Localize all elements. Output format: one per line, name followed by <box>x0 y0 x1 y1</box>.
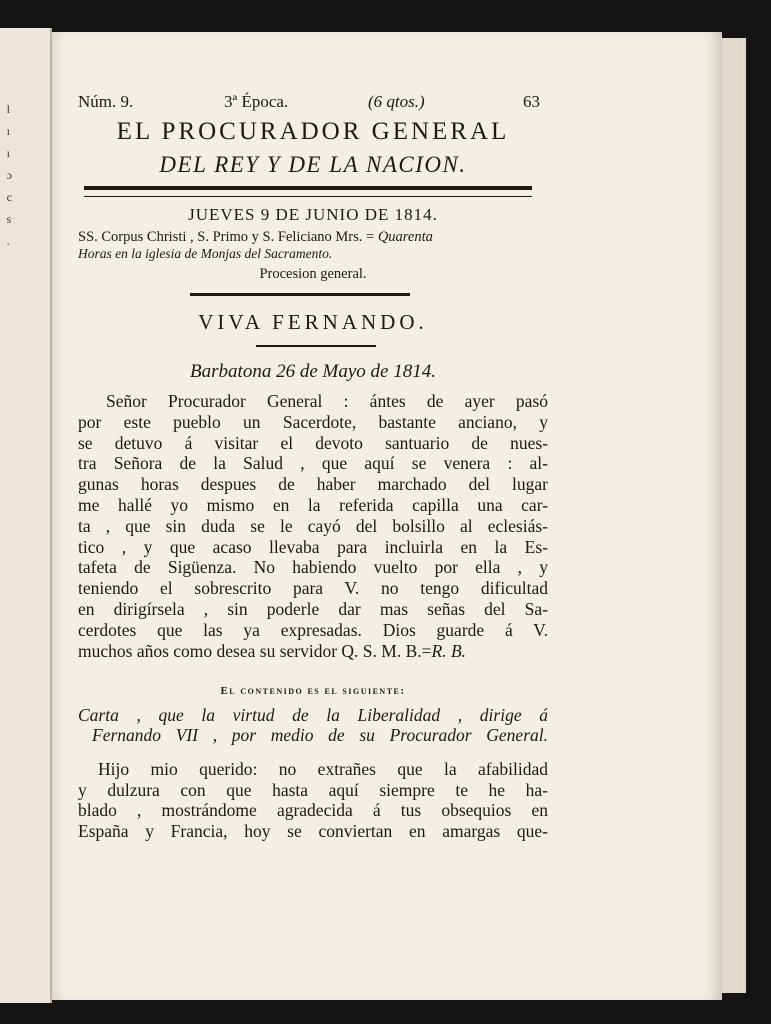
newspaper-title: EL PROCURADOR GENERAL <box>116 118 510 145</box>
newspaper-subtitle: DEL REY Y DE LA NACION. <box>159 152 467 177</box>
letter-body <box>78 759 548 841</box>
price-label: (6 qtos.) <box>368 92 425 111</box>
text-line: teniendo el sobrescrito para V. no tengo dificultad <box>78 578 548 599</box>
issue-line <box>78 92 538 118</box>
text-line <box>78 641 548 662</box>
letter-heading <box>78 705 548 745</box>
text-line: por este pueblo un Sacerdote, bastante anciano, y <box>78 411 548 432</box>
epoch-label: 3ª Época. <box>224 92 289 111</box>
saints-quarenta: Quarenta <box>377 229 433 245</box>
text-line: ta , que sin duda se le cayó del bolsillo al eclesiás- <box>78 515 548 536</box>
text-line: me hallé yo mismo en la referida capilla una car- <box>78 494 548 515</box>
issue-number: Núm. 9. <box>78 92 134 111</box>
signature: R. B. <box>431 640 467 661</box>
section-rule <box>190 293 410 296</box>
saints-church-note: Horas en la iglesia de Monjas del Sacramento. <box>78 246 333 261</box>
facing-page-edge <box>0 28 52 1003</box>
text-line: tafeta de Sigüenza. No habiendo vuelto por ella , y <box>78 557 548 578</box>
text-line: cerdotes que las ya expresadas. Dios guarde á V. <box>78 619 548 640</box>
heading-rule <box>256 345 376 347</box>
text-line: tra Señora de la Salud , que aquí se venera : al- <box>78 453 548 474</box>
heading-line: Fernando VII , por medio de su Procurador General. <box>92 725 548 746</box>
text-line: España y Francia, hoy se conviertan en amargas que- <box>78 820 548 841</box>
text-line: se detuvo á visitar el devoto santuario de nues- <box>78 432 548 453</box>
text-line: blado , mostrándome agradecida á tus obsequios en <box>78 800 548 821</box>
closing-text: muchos años como desea su servidor Q. S. M. B.= <box>78 640 432 661</box>
page-content <box>78 92 548 841</box>
facing-page-fragments: l ı ı ɔ c s . <box>6 102 12 248</box>
heading-line: Carta , que la virtud de la Liberalidad , dirige á <box>78 705 548 726</box>
issue-date: JUEVES 9 DE JUNIO DE 1814. <box>188 205 438 224</box>
intro-letter <box>78 391 548 661</box>
section-heading: VIVA FERNANDO. <box>198 310 428 334</box>
saints-text: SS. Corpus Christi , S. Primo y S. Feliciano Mrs. = <box>78 229 378 245</box>
procession-note: Procesion general. <box>259 266 367 282</box>
text-line: Hijo mio querido: no extrañes que la afabilidad <box>98 759 548 780</box>
text-line: Señor Procurador General : ántes de ayer pasó <box>106 391 548 411</box>
saints-of-day <box>78 229 538 246</box>
contents-heading: El contenido es el siguiente: <box>220 685 406 698</box>
text-line: tico , y que acaso llevaba para incluirla en la Es- <box>78 536 548 557</box>
masthead-rule <box>84 186 532 197</box>
text-line: y dulzura con que hasta aquí siempre te he ha- <box>78 779 548 800</box>
text-line: gunas horas despues de haber marchado del lugar <box>78 474 548 495</box>
text-line: en dirigírsela , sin poderle dar mas señas del Sa- <box>78 598 548 619</box>
page-stack-edge <box>722 38 746 993</box>
place-date: Barbatona 26 de Mayo de 1814. <box>190 361 436 382</box>
page-number: 63 <box>523 92 540 111</box>
